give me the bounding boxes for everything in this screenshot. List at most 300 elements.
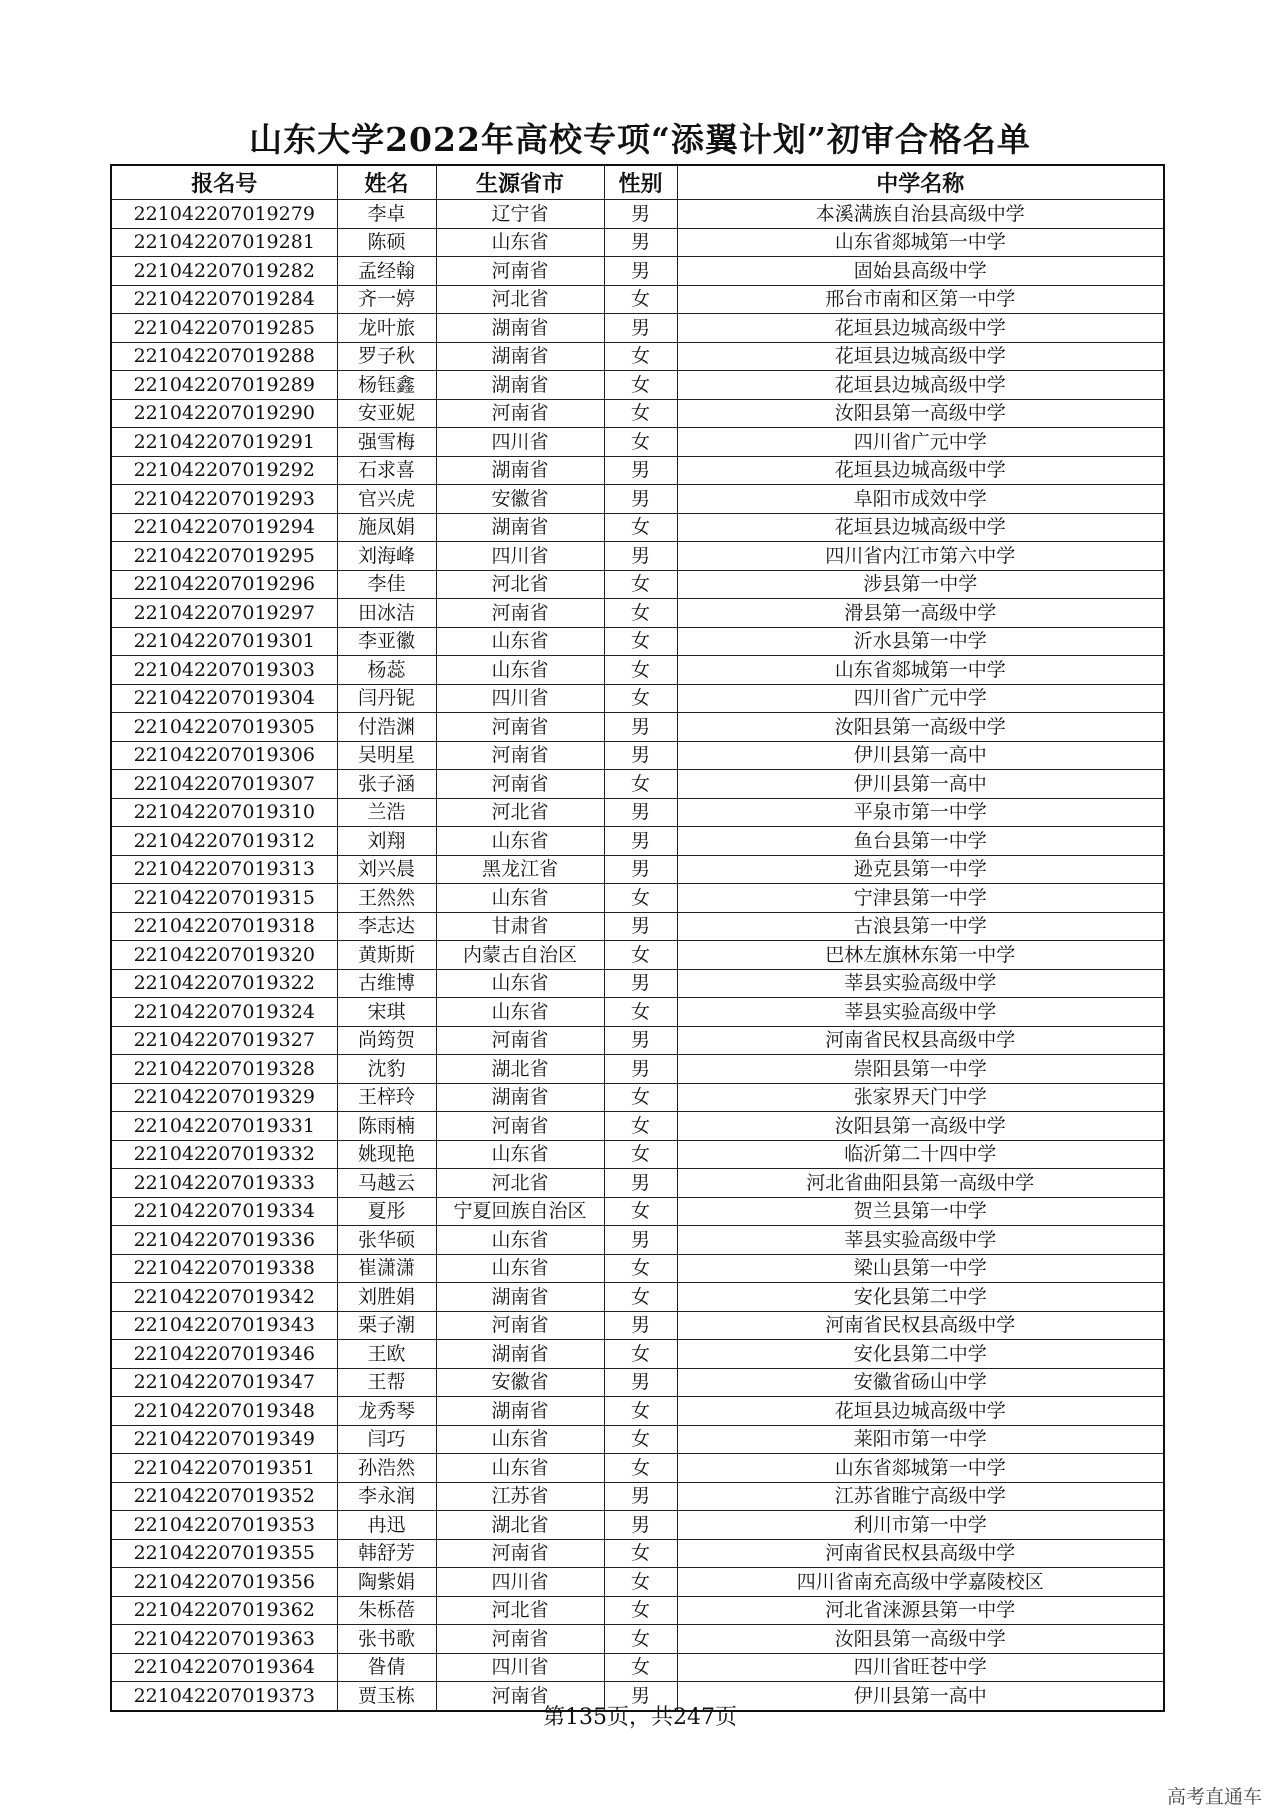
province-cell: 山东省	[436, 656, 604, 685]
gender-cell: 男	[604, 485, 677, 514]
province-cell: 湖北省	[436, 1511, 604, 1540]
table-row	[111, 798, 1164, 827]
column-header-registration-number: 报名号	[111, 165, 337, 200]
province-cell: 湖南省	[436, 371, 604, 400]
gender-cell: 男	[604, 542, 677, 571]
province-cell: 湖南省	[436, 1083, 604, 1112]
name-cell: 兰浩	[337, 798, 436, 827]
registration-number-cell: 221042207019327	[111, 1026, 337, 1055]
table-row	[111, 1482, 1164, 1511]
province-cell: 湖南省	[436, 1283, 604, 1312]
table-row	[111, 1140, 1164, 1169]
registration-number-cell: 221042207019292	[111, 456, 337, 485]
school-cell: 滑县第一高级中学	[677, 599, 1164, 628]
province-cell: 河南省	[436, 1112, 604, 1141]
province-cell: 安徽省	[436, 485, 604, 514]
registration-number-cell: 221042207019307	[111, 770, 337, 799]
table-row	[111, 1397, 1164, 1426]
gender-cell: 男	[604, 855, 677, 884]
registration-number-cell: 221042207019351	[111, 1454, 337, 1483]
gender-cell: 女	[604, 428, 677, 457]
registration-number-cell: 221042207019336	[111, 1226, 337, 1255]
school-cell: 平泉市第一中学	[677, 798, 1164, 827]
school-cell: 四川省广元中学	[677, 684, 1164, 713]
school-cell: 汝阳县第一高级中学	[677, 1625, 1164, 1654]
table-row	[111, 285, 1164, 314]
school-cell: 本溪满族自治县高级中学	[677, 200, 1164, 229]
registration-number-cell: 221042207019296	[111, 570, 337, 599]
column-header-province: 生源省市	[436, 165, 604, 200]
registration-number-cell: 221042207019288	[111, 342, 337, 371]
province-cell: 湖南省	[436, 314, 604, 343]
name-cell: 刘胜娟	[337, 1283, 436, 1312]
table-row	[111, 1226, 1164, 1255]
table-row	[111, 1026, 1164, 1055]
gender-cell: 男	[604, 741, 677, 770]
gender-cell: 女	[604, 1083, 677, 1112]
province-cell: 山东省	[436, 998, 604, 1027]
name-cell: 张子涵	[337, 770, 436, 799]
table-row	[111, 1197, 1164, 1226]
school-cell: 伊川县第一高中	[677, 1682, 1164, 1711]
registration-number-cell: 221042207019279	[111, 200, 337, 229]
school-cell: 贺兰县第一中学	[677, 1197, 1164, 1226]
column-header-gender: 性别	[604, 165, 677, 200]
table-row	[111, 485, 1164, 514]
page-number: 第135页，共247页	[543, 1705, 737, 1730]
registration-number-cell: 221042207019295	[111, 542, 337, 571]
school-cell: 山东省郯城第一中学	[677, 228, 1164, 257]
name-cell: 刘兴晨	[337, 855, 436, 884]
table-row	[111, 1340, 1164, 1369]
name-cell: 孙浩然	[337, 1454, 436, 1483]
name-cell: 李志达	[337, 912, 436, 941]
registration-number-cell: 221042207019333	[111, 1169, 337, 1198]
table-row	[111, 542, 1164, 571]
name-cell: 陈硕	[337, 228, 436, 257]
school-cell: 江苏省睢宁高级中学	[677, 1482, 1164, 1511]
gender-cell: 男	[604, 798, 677, 827]
gender-cell: 女	[604, 656, 677, 685]
province-cell: 黑龙江省	[436, 855, 604, 884]
school-cell: 利川市第一中学	[677, 1511, 1164, 1540]
province-cell: 甘肃省	[436, 912, 604, 941]
name-cell: 韩舒芳	[337, 1539, 436, 1568]
name-cell: 罗子秋	[337, 342, 436, 371]
province-cell: 河南省	[436, 1026, 604, 1055]
school-cell: 花垣县边城高级中学	[677, 1397, 1164, 1426]
school-cell: 莘县实验高级中学	[677, 1226, 1164, 1255]
column-header-name: 姓名	[337, 165, 436, 200]
name-cell: 古维博	[337, 969, 436, 998]
gender-cell: 男	[604, 1482, 677, 1511]
registration-number-cell: 221042207019343	[111, 1311, 337, 1340]
table-row	[111, 713, 1164, 742]
name-cell: 马越云	[337, 1169, 436, 1198]
table-row	[111, 428, 1164, 457]
registration-number-cell: 221042207019305	[111, 713, 337, 742]
school-cell: 四川省旺苍中学	[677, 1653, 1164, 1682]
province-cell: 湖南省	[436, 1397, 604, 1426]
name-cell: 昝倩	[337, 1653, 436, 1682]
name-cell: 龙秀琴	[337, 1397, 436, 1426]
province-cell: 四川省	[436, 542, 604, 571]
school-cell: 莱阳市第一中学	[677, 1425, 1164, 1454]
table-row	[111, 1454, 1164, 1483]
school-cell: 河南省民权县高级中学	[677, 1026, 1164, 1055]
registration-number-cell: 221042207019324	[111, 998, 337, 1027]
table-row	[111, 627, 1164, 656]
gender-cell: 女	[604, 1340, 677, 1369]
table-row	[111, 656, 1164, 685]
school-cell: 梁山县第一中学	[677, 1254, 1164, 1283]
table-row	[111, 1283, 1164, 1312]
province-cell: 湖南省	[436, 456, 604, 485]
gender-cell: 女	[604, 1625, 677, 1654]
province-cell: 河北省	[436, 1596, 604, 1625]
gender-cell: 女	[604, 1539, 677, 1568]
table-row	[111, 1311, 1164, 1340]
registration-number-cell: 221042207019356	[111, 1568, 337, 1597]
gender-cell: 男	[604, 1511, 677, 1540]
column-header-school: 中学名称	[677, 165, 1164, 200]
registration-number-cell: 221042207019338	[111, 1254, 337, 1283]
table-row	[111, 1625, 1164, 1654]
table-row	[111, 1653, 1164, 1682]
registration-number-cell: 221042207019285	[111, 314, 337, 343]
province-cell: 山东省	[436, 827, 604, 856]
registration-number-cell: 221042207019363	[111, 1625, 337, 1654]
name-cell: 王然然	[337, 884, 436, 913]
name-cell: 刘海峰	[337, 542, 436, 571]
table-row	[111, 257, 1164, 286]
table-row	[111, 200, 1164, 229]
registration-number-cell: 221042207019294	[111, 513, 337, 542]
table-row	[111, 1055, 1164, 1084]
province-cell: 山东省	[436, 1140, 604, 1169]
gender-cell: 女	[604, 770, 677, 799]
school-cell: 花垣县边城高级中学	[677, 513, 1164, 542]
gender-cell: 男	[604, 713, 677, 742]
school-cell: 宁津县第一中学	[677, 884, 1164, 913]
province-cell: 河南省	[436, 1539, 604, 1568]
registration-number-cell: 221042207019348	[111, 1397, 337, 1426]
table-row	[111, 399, 1164, 428]
name-cell: 田冰洁	[337, 599, 436, 628]
gender-cell: 女	[604, 513, 677, 542]
table-row	[111, 1596, 1164, 1625]
registration-number-cell: 221042207019353	[111, 1511, 337, 1540]
province-cell: 四川省	[436, 428, 604, 457]
name-cell: 闫丹铌	[337, 684, 436, 713]
name-cell: 冉迅	[337, 1511, 436, 1540]
gender-cell: 女	[604, 599, 677, 628]
gender-cell: 女	[604, 1197, 677, 1226]
province-cell: 山东省	[436, 627, 604, 656]
school-cell: 巴林左旗林东第一中学	[677, 941, 1164, 970]
province-cell: 山东省	[436, 1425, 604, 1454]
gender-cell: 女	[604, 1653, 677, 1682]
table-row	[111, 314, 1164, 343]
school-cell: 花垣县边城高级中学	[677, 456, 1164, 485]
table-row	[111, 1368, 1164, 1397]
name-cell: 朱栎蓓	[337, 1596, 436, 1625]
table-row	[111, 1112, 1164, 1141]
school-cell: 固始县高级中学	[677, 257, 1164, 286]
registration-number-cell: 221042207019331	[111, 1112, 337, 1141]
name-cell: 王梓玲	[337, 1083, 436, 1112]
table-row	[111, 342, 1164, 371]
name-cell: 栗子潮	[337, 1311, 436, 1340]
registration-number-cell: 221042207019329	[111, 1083, 337, 1112]
table-header-row	[111, 165, 1164, 200]
gender-cell: 男	[604, 314, 677, 343]
province-cell: 湖南省	[436, 342, 604, 371]
document-title: 山东大学2022年高校专项“添翼计划”初审合格名单	[249, 120, 1031, 159]
name-cell: 杨蕊	[337, 656, 436, 685]
gender-cell: 女	[604, 371, 677, 400]
school-cell: 山东省郯城第一中学	[677, 656, 1164, 685]
school-cell: 临沂第二十四中学	[677, 1140, 1164, 1169]
name-cell: 官兴虎	[337, 485, 436, 514]
province-cell: 河北省	[436, 798, 604, 827]
table-row	[111, 827, 1164, 856]
province-cell: 山东省	[436, 228, 604, 257]
name-cell: 安亚妮	[337, 399, 436, 428]
gender-cell: 女	[604, 285, 677, 314]
province-cell: 山东省	[436, 1454, 604, 1483]
gender-cell: 男	[604, 1169, 677, 1198]
table-row	[111, 770, 1164, 799]
province-cell: 河南省	[436, 1311, 604, 1340]
gender-cell: 男	[604, 969, 677, 998]
table-row	[111, 1254, 1164, 1283]
registration-number-cell: 221042207019281	[111, 228, 337, 257]
gender-cell: 男	[604, 257, 677, 286]
province-cell: 河南省	[436, 770, 604, 799]
school-cell: 安化县第二中学	[677, 1340, 1164, 1369]
name-cell: 李佳	[337, 570, 436, 599]
school-cell: 汝阳县第一高级中学	[677, 1112, 1164, 1141]
name-cell: 陶紫娟	[337, 1568, 436, 1597]
gender-cell: 女	[604, 684, 677, 713]
school-cell: 四川省广元中学	[677, 428, 1164, 457]
registration-number-cell: 221042207019297	[111, 599, 337, 628]
school-cell: 崇阳县第一中学	[677, 1055, 1164, 1084]
province-cell: 宁夏回族自治区	[436, 1197, 604, 1226]
registration-number-cell: 221042207019282	[111, 257, 337, 286]
name-cell: 刘翔	[337, 827, 436, 856]
registration-number-cell: 221042207019289	[111, 371, 337, 400]
school-cell: 伊川县第一高中	[677, 741, 1164, 770]
gender-cell: 女	[604, 627, 677, 656]
gender-cell: 男	[604, 200, 677, 229]
watermark: 高考直通车	[1166, 1786, 1262, 1808]
registration-number-cell: 221042207019342	[111, 1283, 337, 1312]
name-cell: 夏彤	[337, 1197, 436, 1226]
province-cell: 湖南省	[436, 1340, 604, 1369]
registration-number-cell: 221042207019284	[111, 285, 337, 314]
school-cell: 花垣县边城高级中学	[677, 342, 1164, 371]
gender-cell: 男	[604, 1682, 677, 1711]
registration-number-cell: 221042207019349	[111, 1425, 337, 1454]
school-cell: 伊川县第一高中	[677, 770, 1164, 799]
school-cell: 古浪县第一中学	[677, 912, 1164, 941]
school-cell: 河北省曲阳县第一高级中学	[677, 1169, 1164, 1198]
province-cell: 山东省	[436, 1226, 604, 1255]
table-row	[111, 1511, 1164, 1540]
registration-number-cell: 221042207019306	[111, 741, 337, 770]
table-row	[111, 1169, 1164, 1198]
registration-number-cell: 221042207019291	[111, 428, 337, 457]
registration-number-cell: 221042207019312	[111, 827, 337, 856]
table-row	[111, 228, 1164, 257]
name-cell: 姚现艳	[337, 1140, 436, 1169]
school-cell: 四川省南充高级中学嘉陵校区	[677, 1568, 1164, 1597]
table-row	[111, 741, 1164, 770]
table-row	[111, 371, 1164, 400]
name-cell: 强雪梅	[337, 428, 436, 457]
registration-number-cell: 221042207019373	[111, 1682, 337, 1711]
school-cell: 鱼台县第一中学	[677, 827, 1164, 856]
school-cell: 花垣县边城高级中学	[677, 371, 1164, 400]
school-cell: 汝阳县第一高级中学	[677, 399, 1164, 428]
school-cell: 阜阳市成效中学	[677, 485, 1164, 514]
registration-number-cell: 221042207019310	[111, 798, 337, 827]
province-cell: 河南省	[436, 1625, 604, 1654]
registration-number-cell: 221042207019347	[111, 1368, 337, 1397]
table-row	[111, 855, 1164, 884]
name-cell: 崔潇潇	[337, 1254, 436, 1283]
registration-number-cell: 221042207019322	[111, 969, 337, 998]
gender-cell: 女	[604, 1112, 677, 1141]
school-cell: 沂水县第一中学	[677, 627, 1164, 656]
name-cell: 龙叶旅	[337, 314, 436, 343]
registration-number-cell: 221042207019362	[111, 1596, 337, 1625]
candidate-table	[110, 164, 1165, 1712]
province-cell: 河南省	[436, 257, 604, 286]
registration-number-cell: 221042207019304	[111, 684, 337, 713]
school-cell: 逊克县第一中学	[677, 855, 1164, 884]
name-cell: 齐一婷	[337, 285, 436, 314]
gender-cell: 男	[604, 1026, 677, 1055]
name-cell: 付浩渊	[337, 713, 436, 742]
province-cell: 辽宁省	[436, 200, 604, 229]
province-cell: 河南省	[436, 1682, 604, 1711]
gender-cell: 男	[604, 228, 677, 257]
province-cell: 河南省	[436, 713, 604, 742]
school-cell: 张家界天门中学	[677, 1083, 1164, 1112]
registration-number-cell: 221042207019315	[111, 884, 337, 913]
gender-cell: 女	[604, 941, 677, 970]
province-cell: 河北省	[436, 1169, 604, 1198]
school-cell: 山东省郯城第一中学	[677, 1454, 1164, 1483]
name-cell: 李永润	[337, 1482, 436, 1511]
school-cell: 安化县第二中学	[677, 1283, 1164, 1312]
gender-cell: 女	[604, 399, 677, 428]
gender-cell: 女	[604, 1425, 677, 1454]
name-cell: 李亚徽	[337, 627, 436, 656]
registration-number-cell: 221042207019303	[111, 656, 337, 685]
province-cell: 四川省	[436, 684, 604, 713]
province-cell: 山东省	[436, 884, 604, 913]
school-cell: 莘县实验高级中学	[677, 998, 1164, 1027]
name-cell: 施凤娟	[337, 513, 436, 542]
table-row	[111, 884, 1164, 913]
registration-number-cell: 221042207019355	[111, 1539, 337, 1568]
gender-cell: 女	[604, 1596, 677, 1625]
province-cell: 四川省	[436, 1568, 604, 1597]
province-cell: 湖南省	[436, 513, 604, 542]
name-cell: 孟经翰	[337, 257, 436, 286]
name-cell: 张书歌	[337, 1625, 436, 1654]
gender-cell: 男	[604, 827, 677, 856]
province-cell: 河北省	[436, 285, 604, 314]
gender-cell: 女	[604, 998, 677, 1027]
registration-number-cell: 221042207019290	[111, 399, 337, 428]
gender-cell: 女	[604, 570, 677, 599]
registration-number-cell: 221042207019293	[111, 485, 337, 514]
table-row	[111, 684, 1164, 713]
table-row	[111, 969, 1164, 998]
table-row	[111, 570, 1164, 599]
table-row	[111, 912, 1164, 941]
school-cell: 汝阳县第一高级中学	[677, 713, 1164, 742]
gender-cell: 女	[604, 342, 677, 371]
province-cell: 安徽省	[436, 1368, 604, 1397]
name-cell: 尚筠贺	[337, 1026, 436, 1055]
gender-cell: 女	[604, 1283, 677, 1312]
name-cell: 杨钰鑫	[337, 371, 436, 400]
province-cell: 四川省	[436, 1653, 604, 1682]
table-row	[111, 941, 1164, 970]
province-cell: 河北省	[436, 570, 604, 599]
table-row	[111, 1083, 1164, 1112]
registration-number-cell: 221042207019320	[111, 941, 337, 970]
registration-number-cell: 221042207019364	[111, 1653, 337, 1682]
name-cell: 石求喜	[337, 456, 436, 485]
province-cell: 山东省	[436, 969, 604, 998]
gender-cell: 女	[604, 1140, 677, 1169]
name-cell: 贾玉栋	[337, 1682, 436, 1711]
school-cell: 河北省涞源县第一中学	[677, 1596, 1164, 1625]
table-row	[111, 456, 1164, 485]
gender-cell: 男	[604, 1226, 677, 1255]
school-cell: 四川省内江市第六中学	[677, 542, 1164, 571]
registration-number-cell: 221042207019334	[111, 1197, 337, 1226]
gender-cell: 女	[604, 1254, 677, 1283]
school-cell: 安徽省砀山中学	[677, 1368, 1164, 1397]
name-cell: 黄斯斯	[337, 941, 436, 970]
gender-cell: 男	[604, 1311, 677, 1340]
registration-number-cell: 221042207019318	[111, 912, 337, 941]
gender-cell: 女	[604, 1397, 677, 1426]
table-row	[111, 1539, 1164, 1568]
table-row	[111, 1425, 1164, 1454]
table-row	[111, 513, 1164, 542]
table-row	[111, 1568, 1164, 1597]
name-cell: 闫巧	[337, 1425, 436, 1454]
name-cell: 沈豹	[337, 1055, 436, 1084]
school-cell: 河南省民权县高级中学	[677, 1539, 1164, 1568]
province-cell: 江苏省	[436, 1482, 604, 1511]
province-cell: 河南省	[436, 599, 604, 628]
registration-number-cell: 221042207019346	[111, 1340, 337, 1369]
school-cell: 涉县第一中学	[677, 570, 1164, 599]
province-cell: 河南省	[436, 741, 604, 770]
table-row	[111, 998, 1164, 1027]
registration-number-cell: 221042207019313	[111, 855, 337, 884]
